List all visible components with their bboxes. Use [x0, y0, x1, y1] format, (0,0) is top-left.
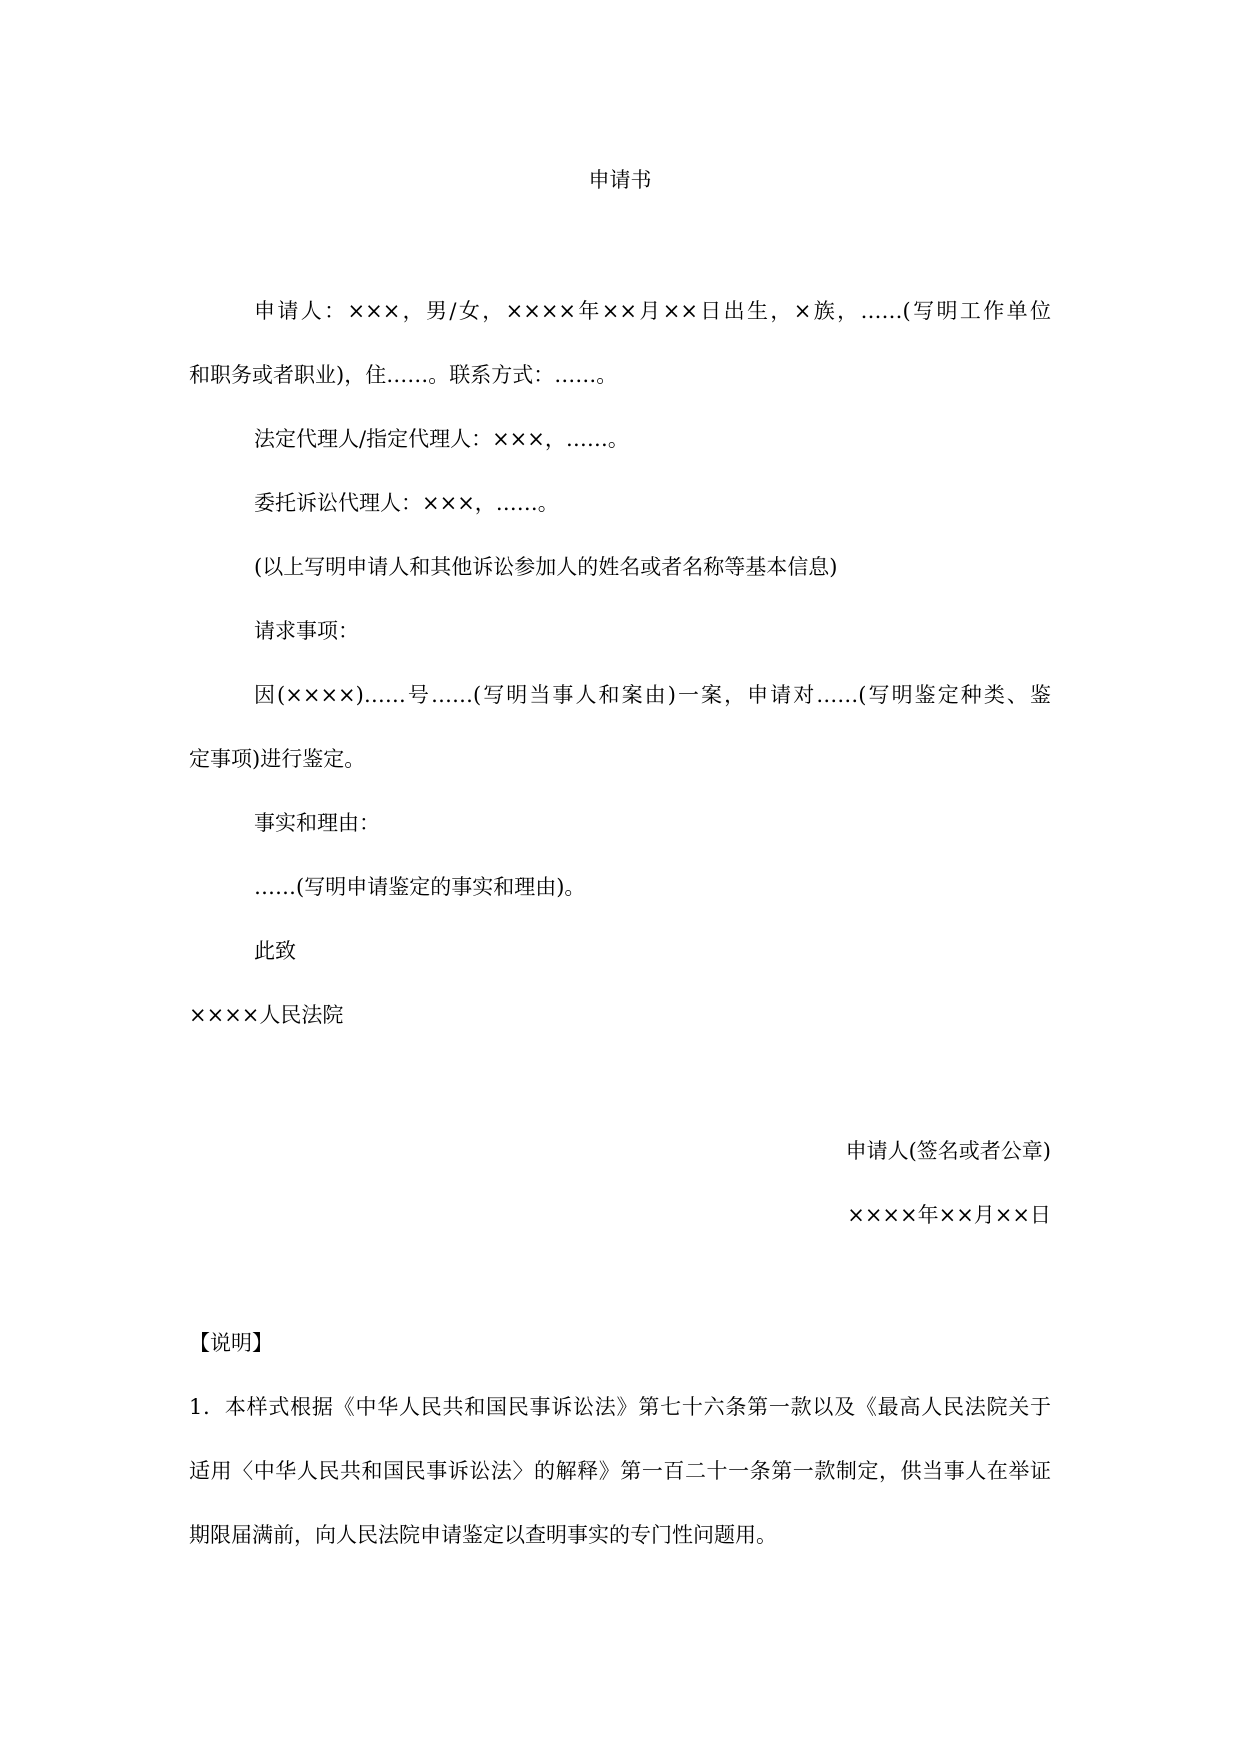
request-line-2: 定事项)进行鉴定。 — [189, 747, 366, 771]
date-line: ××××年××月××日 — [847, 1203, 1051, 1227]
legal-agent-line: 法定代理人/指定代理人：×××，……。 — [254, 427, 629, 451]
applicant-line-2: 和职务或者职业)，住……。联系方式：……。 — [189, 363, 618, 387]
explanation-heading: 【说明】 — [189, 1331, 273, 1355]
request-line-1: 因(××××)……号……(写明当事人和案由)一案，申请对……(写明鉴定种类、鉴 — [254, 683, 1051, 707]
explanation-line-2: 适用〈中华人民共和国民事诉讼法〉的解释》第一百二十一条第一款制定，供当事人在举证 — [189, 1459, 1051, 1483]
explanation-line-1: 1．本样式根据《中华人民共和国民事诉讼法》第七十六条第一款以及《最高人民法院关于 — [189, 1395, 1051, 1419]
signature-line: 申请人(签名或者公章) — [845, 1139, 1051, 1163]
parties-note: (以上写明申请人和其他诉讼参加人的姓名或者名称等基本信息) — [254, 555, 838, 579]
explanation-line-3: 期限届满前，向人民法院申请鉴定以查明事实的专门性问题用。 — [189, 1523, 777, 1547]
court-name: ××××人民法院 — [189, 1003, 344, 1027]
request-heading: 请求事项： — [254, 619, 359, 643]
document-title: 申请书 — [588, 168, 652, 192]
litigation-agent-line: 委托诉讼代理人：×××，……。 — [254, 491, 559, 515]
applicant-line-1: 申请人：×××，男/女，××××年××月××日出生，×族，……(写明工作单位 — [254, 299, 1051, 323]
facts-heading: 事实和理由： — [254, 811, 380, 835]
facts-body: ……(写明申请鉴定的事实和理由)。 — [254, 875, 586, 899]
salutation: 此致 — [254, 939, 296, 963]
